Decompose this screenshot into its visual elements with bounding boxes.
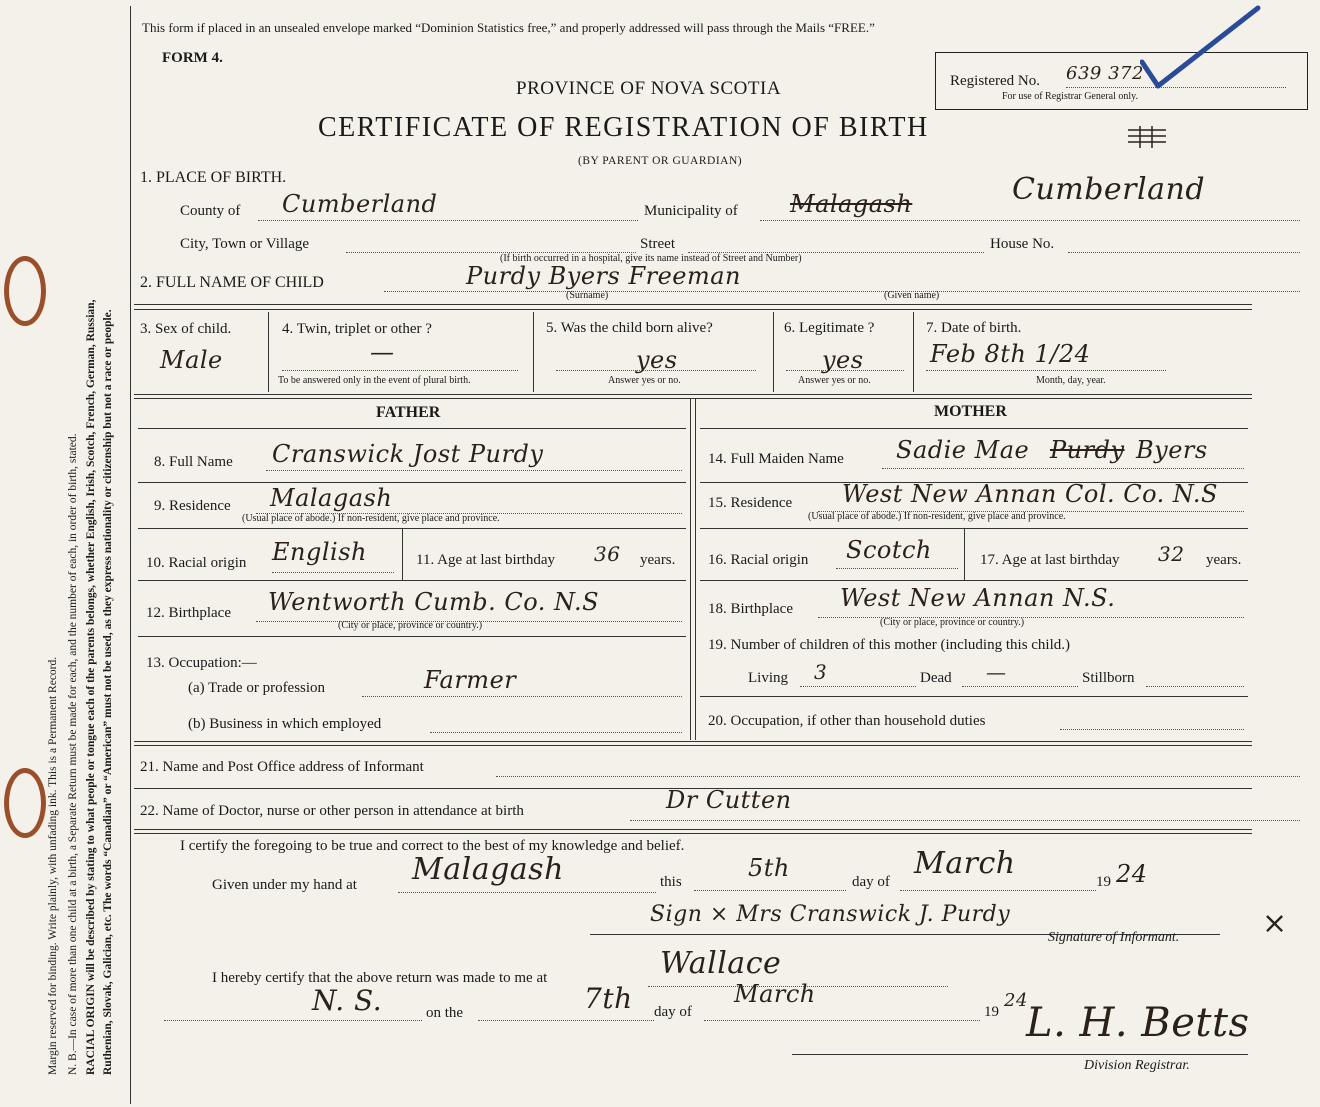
registrar-day-of-label: day of xyxy=(654,1004,692,1020)
margin-text-4: Ruthenian, Slovak, Galician, etc. The words “Canadian” or “American” must not be used, as they express nationality or citizenship but not a race or people. xyxy=(102,309,114,1075)
doctor-value: Dr Cutten xyxy=(666,786,792,814)
father-residence-value: Malagash xyxy=(270,484,393,512)
mother-dead-label: Dead xyxy=(920,670,952,686)
father-years: years. xyxy=(640,552,676,568)
margin-text-2: N. B.—In case of more than one child at a birth, a Separate Return must be made for each, and the number of each, in order of birth, stated. xyxy=(67,433,79,1075)
legitimate-value: yes xyxy=(822,346,864,374)
father-business-label: (b) Business in which employed xyxy=(188,716,382,732)
mother-living-value: 3 xyxy=(814,660,828,684)
registrar-signature: L. H. Betts xyxy=(1026,1000,1250,1046)
father-name-value: Cranswick Jost Purdy xyxy=(272,440,544,468)
father-name-label: 8. Full Name xyxy=(154,454,233,470)
registrar-place: Wallace xyxy=(660,946,782,981)
this-label: this xyxy=(660,874,682,890)
father-trade-label: (a) Trade or profession xyxy=(188,680,326,696)
mother-birthplace-label: 18. Birthplace xyxy=(708,601,793,617)
margin-text-1: Margin reserved for binding. Write plainly, with unfading ink. This is a Permanent Record. xyxy=(47,656,59,1075)
legitimate-label: 6. Legitimate ? xyxy=(784,320,875,336)
mother-name-first: Sadie Mae xyxy=(896,436,1030,464)
margin-text-3: RACIAL ORIGIN will be described by stating to what people or tongue each of the parents belongs, whether English, Irish, Scotch, French, German, Russian, xyxy=(85,299,97,1075)
binding-ring-top xyxy=(4,256,46,326)
mother-name-label: 14. Full Maiden Name xyxy=(708,451,844,467)
informant-label: 21. Name and Post Office address of Informant xyxy=(140,759,424,775)
registrar-month: March xyxy=(734,980,816,1008)
county-label: County of xyxy=(180,203,241,219)
father-birthplace-note: (City or place, province or country.) xyxy=(338,620,483,631)
page-subtitle: (BY PARENT OR GUARDIAN) xyxy=(578,155,743,167)
year-prefix: 19 xyxy=(1096,874,1111,890)
place-of-birth-label: 1. PLACE OF BIRTH. xyxy=(140,169,287,186)
page-title: CERTIFICATE OF REGISTRATION OF BIRTH xyxy=(318,112,929,143)
father-trade-value: Farmer xyxy=(424,666,517,694)
city-label: City, Town or Village xyxy=(180,236,310,252)
house-label: House No. xyxy=(990,236,1055,252)
given-place: Malagash xyxy=(412,852,564,887)
legitimate-note: Answer yes or no. xyxy=(798,375,871,386)
alive-label: 5. Was the child born alive? xyxy=(546,320,713,336)
registrar-use-note: For use of Registrar General only. xyxy=(1002,91,1138,102)
registrar-year: 24 xyxy=(1004,990,1028,1011)
father-residence-note: (Usual place of abode.) If non-resident, give place and province. xyxy=(242,513,500,524)
mother-stillborn-label: Stillborn xyxy=(1082,670,1135,686)
father-age-label: 11. Age at last birthday xyxy=(416,552,555,568)
father-birthplace-label: 12. Birthplace xyxy=(146,605,231,621)
registrar-day: 7th xyxy=(584,982,633,1015)
registrar-text: I hereby certify that the above return was made to me at xyxy=(212,970,548,986)
mother-heading: MOTHER xyxy=(934,403,1007,420)
hospital-note: (If birth occurred in a hospital, give its name instead of Street and Number) xyxy=(500,253,802,264)
binding-ring-bottom xyxy=(4,768,46,838)
sex-value: Male xyxy=(160,346,223,374)
registered-label: Registered No. xyxy=(950,73,1040,89)
child-name-value: Purdy Byers Freeman xyxy=(466,262,741,290)
registered-number: 639 372 xyxy=(1066,63,1144,84)
mother-birthplace-note: (City or place, province or country.) xyxy=(880,617,1025,628)
doctor-label: 22. Name of Doctor, nurse or other person in attendance at birth xyxy=(140,803,524,819)
struck-marks-icon xyxy=(1124,124,1174,150)
mother-name-struck: Purdy xyxy=(1050,436,1125,464)
mother-age-value: 32 xyxy=(1158,542,1185,566)
dob-note: Month, day, year. xyxy=(1036,375,1106,386)
municipality-value: Cumberland xyxy=(1012,172,1206,207)
day-of-label: day of xyxy=(852,874,890,890)
father-age-value: 36 xyxy=(594,542,621,566)
father-occupation-label: 13. Occupation:— xyxy=(146,655,257,671)
child-name-label: 2. FULL NAME OF CHILD xyxy=(140,274,324,291)
twin-label: 4. Twin, triplet or other ? xyxy=(282,321,432,337)
father-residence-label: 9. Residence xyxy=(154,498,231,514)
month-value: March xyxy=(914,846,1016,881)
dob-value: Feb 8th 1/24 xyxy=(930,340,1091,368)
registrar-year-prefix: 19 xyxy=(984,1004,999,1020)
alive-note: Answer yes or no. xyxy=(608,375,681,386)
province-heading: PROVINCE OF NOVA SCOTIA xyxy=(516,78,782,99)
father-birthplace-value: Wentworth Cumb. Co. N.S xyxy=(268,588,600,616)
twin-note: To be answered only in the event of plural birth. xyxy=(278,375,471,386)
year-value: 24 xyxy=(1116,860,1148,888)
mother-racial-value: Scotch xyxy=(846,536,932,564)
x-mark: × xyxy=(1262,906,1288,941)
on-the-label: on the xyxy=(426,1005,464,1021)
alive-value: yes xyxy=(636,346,678,374)
mother-name-last: Byers xyxy=(1136,436,1208,464)
mother-children-label: 19. Number of children of this mother (including this child.) xyxy=(708,637,1071,653)
municipality-label: Municipality of xyxy=(644,203,738,219)
mother-dead-value: — xyxy=(986,660,1007,684)
registrar-province: N. S. xyxy=(312,984,383,1017)
sex-label: 3. Sex of child. xyxy=(140,321,232,337)
father-racial-label: 10. Racial origin xyxy=(146,555,247,571)
mother-occupation-label: 20. Occupation, if other than household duties xyxy=(708,713,986,729)
signature-informant-label: Signature of Informant. xyxy=(1048,930,1180,945)
surname-note: (Surname) xyxy=(566,290,609,301)
mother-living-label: Living xyxy=(748,670,788,686)
informant-signature: Sign × Mrs Cranswick J. Purdy xyxy=(650,902,1011,927)
municipality-struck: Malagash xyxy=(790,190,913,218)
twin-value: — xyxy=(370,338,395,366)
mother-racial-label: 16. Racial origin xyxy=(708,552,809,568)
day-value: 5th xyxy=(748,854,790,882)
county-value: Cumberland xyxy=(282,190,438,218)
given-label: Given under my hand at xyxy=(212,877,357,893)
margin-rule xyxy=(130,6,131,1104)
street-label: Street xyxy=(640,236,675,252)
mother-birthplace-value: West New Annan N.S. xyxy=(840,584,1116,612)
father-heading: FATHER xyxy=(376,404,441,421)
division-registrar-label: Division Registrar. xyxy=(1084,1058,1190,1073)
mother-residence-value: West New Annan Col. Co. N.S xyxy=(842,480,1218,508)
mother-residence-note: (Usual place of abode.) If non-resident, give place and province. xyxy=(808,511,1066,522)
father-racial-value: English xyxy=(272,538,367,566)
given-name-note: (Given name) xyxy=(884,290,940,301)
mother-residence-label: 15. Residence xyxy=(708,495,793,511)
mother-age-label: 17. Age at last birthday xyxy=(980,552,1120,568)
certify-text: I certify the foregoing to be true and correct to the best of my knowledge and belief. xyxy=(180,838,685,854)
form-number: FORM 4. xyxy=(162,50,223,66)
postal-note: This form if placed in an unsealed envelope marked “Dominion Statistics free,” and properly addressed will pass through the Mails “FREE.” xyxy=(142,20,875,35)
checkmark-icon xyxy=(1140,4,1290,104)
mother-years: years. xyxy=(1206,552,1242,568)
dob-label: 7. Date of birth. xyxy=(926,320,1022,336)
